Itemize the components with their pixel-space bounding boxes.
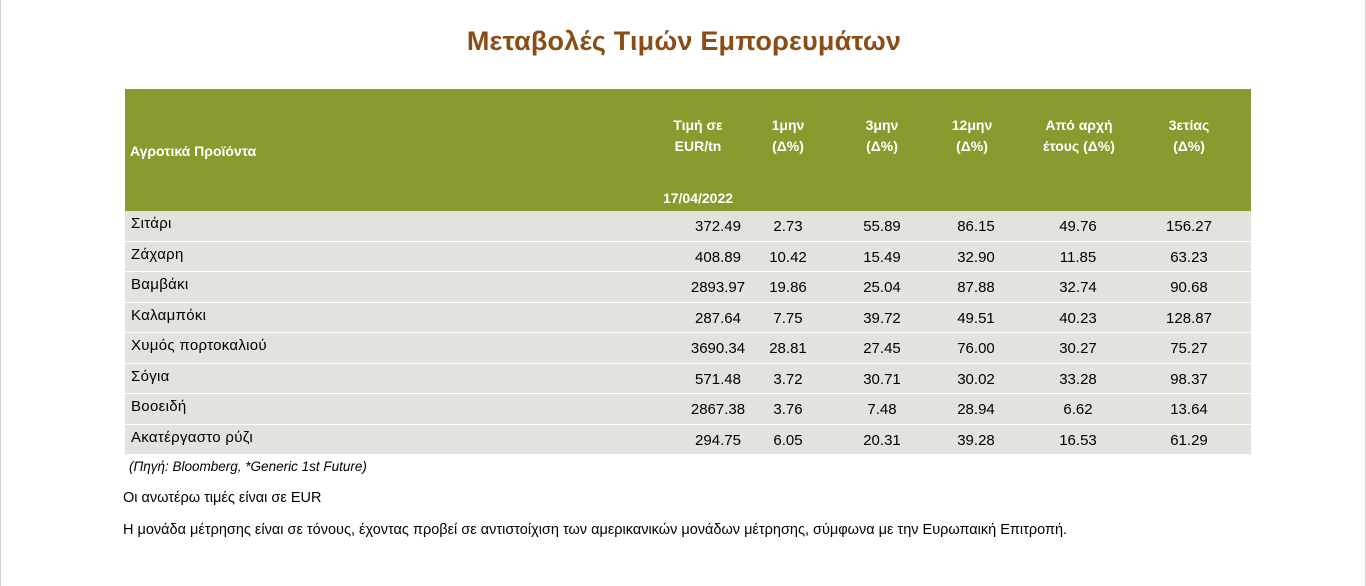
header-ytd <box>1019 115 1139 157</box>
table-row <box>125 272 1251 303</box>
cell-ytd: 16.53 <box>1059 431 1097 449</box>
table-row <box>125 364 1251 395</box>
table-body <box>125 211 1251 455</box>
header-ytd-line2: έτους (Δ%) <box>1043 138 1115 154</box>
cell-12m: 39.28 <box>957 431 995 449</box>
cell-ytd: 33.28 <box>1059 370 1097 388</box>
cell-3y: 128.87 <box>1166 309 1212 327</box>
header-3y-line2: (Δ%) <box>1173 138 1205 154</box>
cell-price: 408.89 <box>695 248 741 266</box>
currency-note: Οι ανωτέρω τιμές είναι σε EUR <box>123 490 322 506</box>
header-price-line1: Τιμή σε <box>673 117 723 133</box>
cell-3y: 156.27 <box>1166 218 1212 235</box>
header-3y <box>1139 115 1239 157</box>
header-3y-line1: 3ετίας <box>1168 117 1210 133</box>
table-row <box>125 211 1251 242</box>
cell-ytd: 49.76 <box>1059 218 1097 235</box>
cell-3y: 90.68 <box>1170 279 1208 296</box>
cell-price: 2893.97 <box>690 279 746 296</box>
cell-1m: 3.72 <box>773 370 803 388</box>
cell-product: Σόγια <box>131 367 170 385</box>
cell-12m: 49.51 <box>957 309 995 327</box>
cell-3m: 39.72 <box>863 309 901 327</box>
page-title: Μεταβολές Τιμών Εμπορευμάτων <box>466 26 902 56</box>
cell-ytd: 6.62 <box>1063 401 1093 418</box>
header-product: Αγροτικά Προϊόντα <box>130 143 257 159</box>
cell-product: Ζάχαρη <box>131 245 184 263</box>
cell-product: Ακατέργαστο ρύζι <box>131 428 254 446</box>
cell-1m: 2.73 <box>773 218 803 235</box>
cell-3m: 15.49 <box>863 248 901 266</box>
header-1m-line1: 1μην <box>771 117 805 133</box>
header-12m-line1: 12μην <box>951 117 993 133</box>
cell-3m: 27.45 <box>863 340 901 357</box>
cell-price: 294.75 <box>695 431 741 449</box>
cell-12m: 76.00 <box>957 340 995 357</box>
cell-1m: 10.42 <box>769 248 807 266</box>
cell-1m: 7.75 <box>773 309 803 327</box>
cell-3y: 63.23 <box>1170 248 1208 266</box>
cell-3m: 55.89 <box>863 218 901 235</box>
cell-price: 372.49 <box>695 218 741 235</box>
header-price <box>643 115 753 157</box>
cell-3y: 61.29 <box>1170 431 1208 449</box>
header-3m-line2: (Δ%) <box>866 138 898 154</box>
cell-ytd: 11.85 <box>1059 248 1097 266</box>
header-12m <box>922 115 1022 157</box>
cell-3m: 25.04 <box>863 279 901 296</box>
cell-price: 2867.38 <box>690 401 746 418</box>
cell-ytd: 32.74 <box>1059 279 1097 296</box>
header-1m <box>738 115 838 157</box>
cell-3y: 98.37 <box>1170 370 1208 388</box>
cell-ytd: 30.27 <box>1059 340 1097 357</box>
table-row <box>125 303 1251 334</box>
cell-price: 3690.34 <box>690 340 746 357</box>
cell-price: 571.48 <box>695 370 741 388</box>
cell-1m: 3.76 <box>773 401 803 418</box>
header-price-line2: EUR/tn <box>674 138 722 154</box>
cell-product: Βαμβάκι <box>131 276 189 293</box>
cell-3m: 7.48 <box>867 401 897 418</box>
header-12m-line2: (Δ%) <box>956 138 988 154</box>
cell-12m: 87.88 <box>957 279 995 296</box>
header-ytd-line1: Από αρχή <box>1045 117 1113 133</box>
cell-product: Βοοειδή <box>131 398 187 415</box>
cell-12m: 32.90 <box>957 248 995 266</box>
commodity-table <box>125 89 1251 455</box>
cell-3m: 20.31 <box>863 431 901 449</box>
table-header <box>125 89 1251 211</box>
table-row <box>125 394 1251 425</box>
cell-price: 287.64 <box>695 309 741 327</box>
cell-1m: 19.86 <box>769 279 807 296</box>
table-row <box>125 242 1251 273</box>
header-1m-line2: (Δ%) <box>772 138 804 154</box>
header-3m <box>832 115 932 157</box>
cell-1m: 28.81 <box>769 340 807 357</box>
cell-product: Καλαμπόκι <box>131 306 207 324</box>
cell-product: Χυμός πορτοκαλιού <box>131 337 267 354</box>
cell-3y: 13.64 <box>1170 401 1208 418</box>
table-row <box>125 425 1251 456</box>
unit-note: Η μονάδα μέτρησης είναι σε τόνους, έχοντας προβεί σε αντιστοίχιση των αμερικανικών μονάδων μέτρησης, σύμφωνα με την Ευρωπαική Επιτροπή. <box>123 522 1068 538</box>
cell-3y: 75.27 <box>1170 340 1208 357</box>
table-row <box>125 333 1251 364</box>
cell-3m: 30.71 <box>863 370 901 388</box>
cell-12m: 30.02 <box>957 370 995 388</box>
source-note: (Πηγή: Bloomberg, *Generic 1st Future) <box>129 459 367 474</box>
header-date: 17/04/2022 <box>662 190 734 206</box>
cell-product: Σιτάρι <box>131 215 172 232</box>
cell-1m: 6.05 <box>773 431 803 449</box>
cell-ytd: 40.23 <box>1059 309 1097 327</box>
cell-12m: 86.15 <box>957 218 995 235</box>
header-3m-line1: 3μην <box>865 117 899 133</box>
cell-12m: 28.94 <box>957 401 995 418</box>
